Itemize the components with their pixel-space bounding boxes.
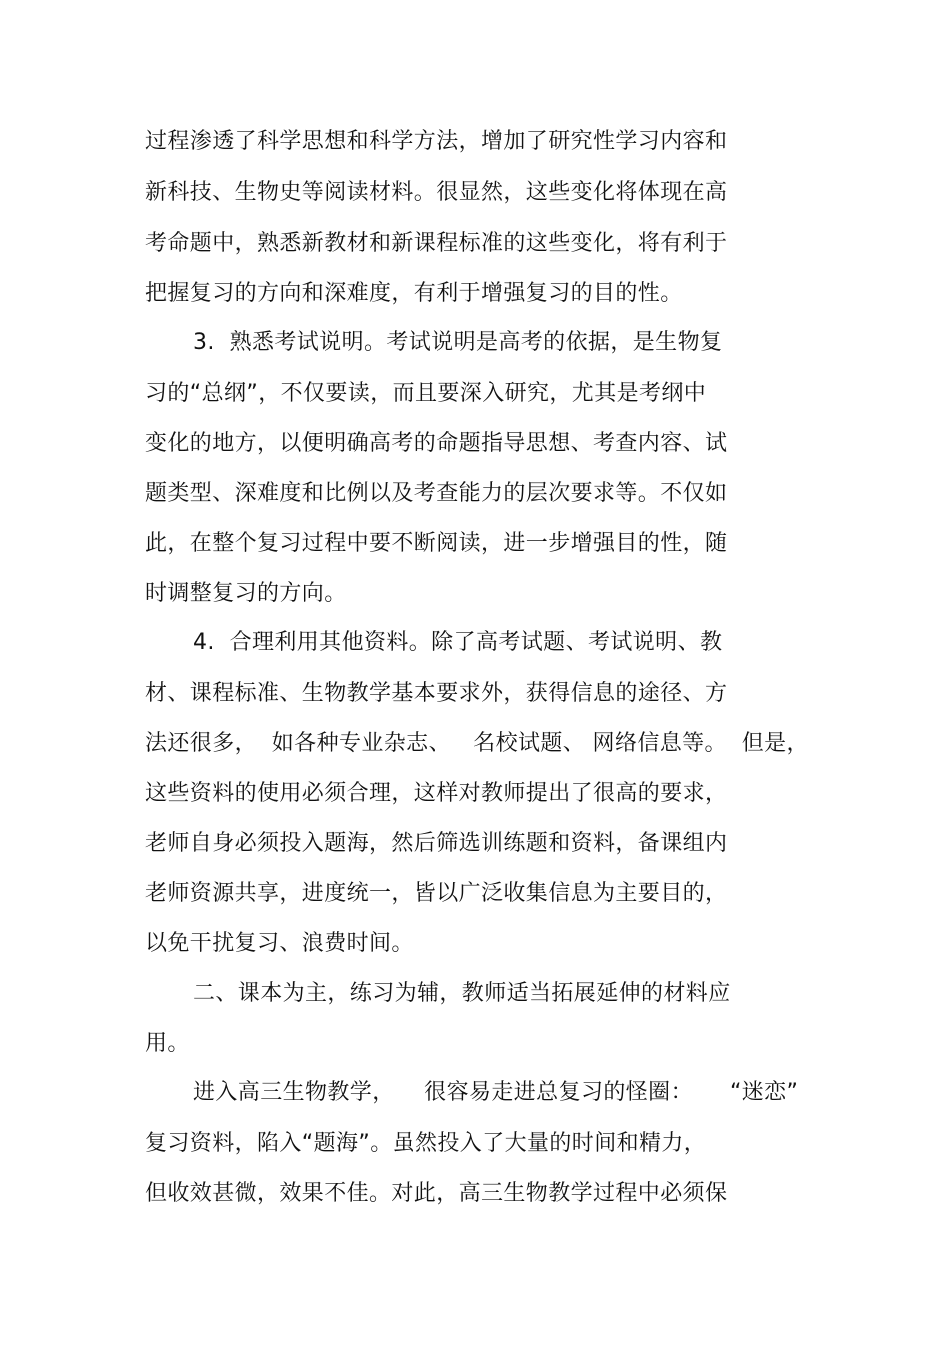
text-line: 习的“总纲”，不仅要读，而且要深入研究，尤其是考纲中 — [145, 381, 707, 406]
text-line: 老师资源共享，进度统一，皆以广泛收集信息为主要目的， — [145, 881, 728, 906]
text-line: 新科技、生物史等阅读材料。很显然，这些变化将体现在高 — [145, 180, 728, 205]
text-line: 法还很多， 如各种专业杂志、 名校试题、 网络信息等。 但是， — [145, 731, 809, 756]
text-line: 二、课本为主，练习为辅，教师适当拓展延伸的材料应 — [193, 981, 731, 1006]
text-line: 但收效甚微，效果不佳。对此，高三生物教学过程中必须保 — [145, 1181, 728, 1206]
text-line: 变化的地方，以便明确高考的命题指导思想、考查内容、试 — [145, 431, 728, 456]
text-line: 进入高三生物教学， 很容易走进总复习的怪圈： “迷恋” — [193, 1080, 799, 1105]
text-line: 把握复习的方向和深难度，有利于增强复习的目的性。 — [145, 281, 683, 306]
text-line: 此，在整个复习过程中要不断阅读，进一步增强目的性，随 — [145, 531, 728, 556]
text-line: 这些资料的使用必须合理，这样对教师提出了很高的要求， — [145, 781, 728, 806]
text-line: 时调整复习的方向。 — [145, 581, 347, 606]
text-line: 复习资料，陷入“题海”。虽然投入了大量的时间和精力， — [145, 1131, 707, 1156]
text-line: 考命题中，熟悉新教材和新课程标准的这些变化，将有利于 — [145, 231, 728, 256]
text-line: 4. 合理利用其他资料。除了高考试题、考试说明、教 — [193, 630, 723, 655]
text-line: 3. 熟悉考试说明。考试说明是高考的依据，是生物复 — [193, 330, 723, 355]
text-line: 以免干扰复习、浪费时间。 — [145, 931, 414, 956]
text-line: 用。 — [145, 1031, 190, 1056]
text-line: 材、课程标准、生物教学基本要求外，获得信息的途径、方 — [145, 681, 728, 706]
text-line: 题类型、深难度和比例以及考查能力的层次要求等。不仅如 — [145, 481, 728, 506]
text-line: 过程渗透了科学思想和科学方法，增加了研究性学习内容和 — [145, 129, 728, 154]
text-line: 老师自身必须投入题海，然后筛选训练题和资料，备课组内 — [145, 831, 728, 856]
